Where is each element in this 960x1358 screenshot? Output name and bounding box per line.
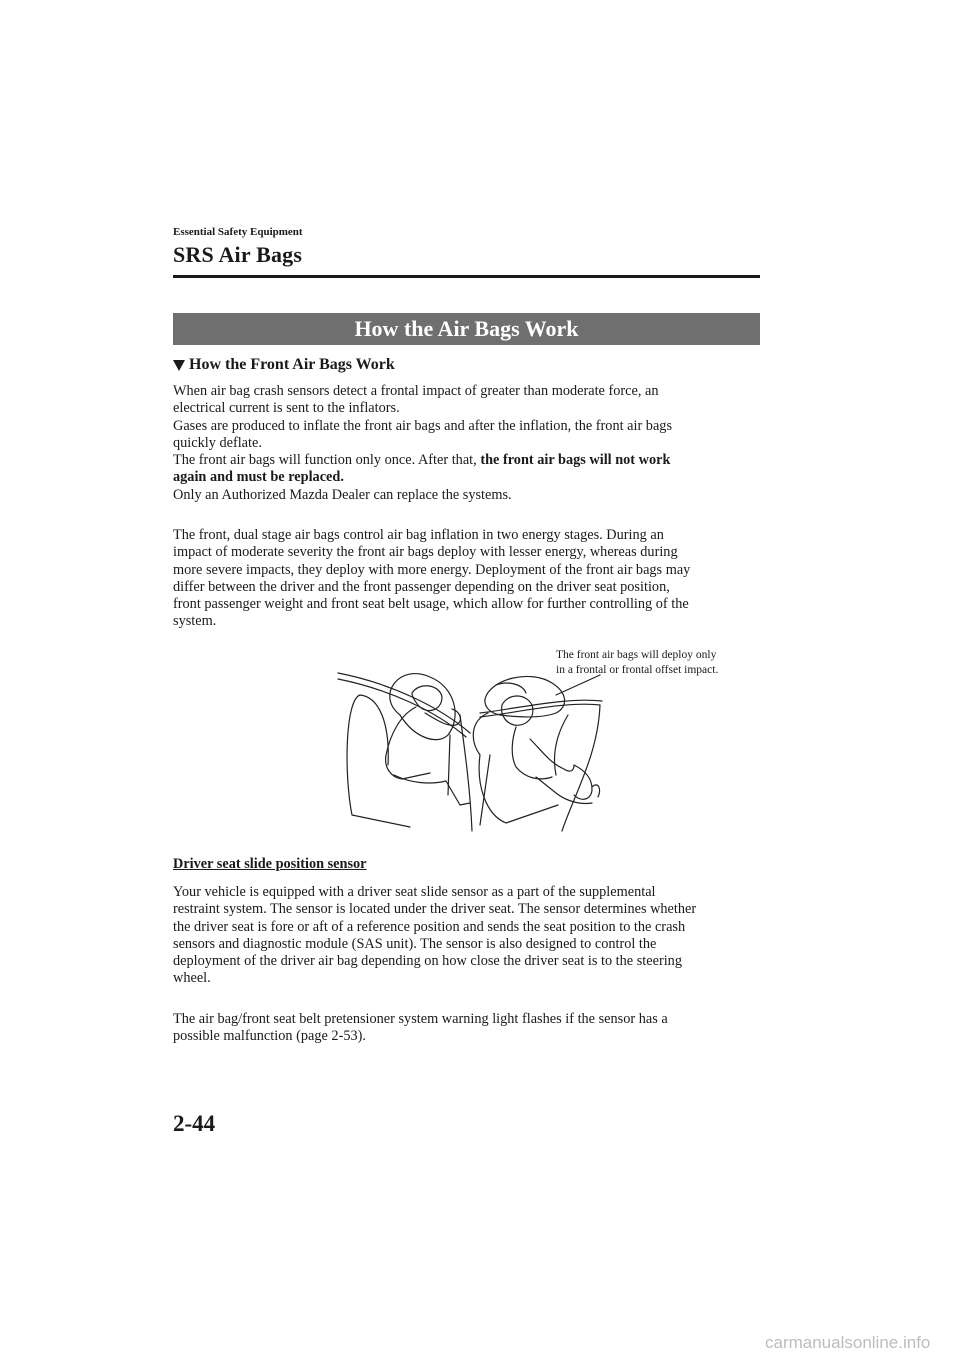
text-line: electrical current is sent to the inflators. bbox=[173, 400, 400, 417]
sensor-paragraph-2 bbox=[173, 1011, 763, 1046]
callout-line: The front air bags will deploy only bbox=[556, 649, 717, 661]
text-line: deployment of the driver air bag depending on how close the driver seat is to the steering bbox=[173, 953, 682, 970]
subsection-title: How the Front Air Bags Work bbox=[189, 356, 395, 373]
triangle-down-icon bbox=[173, 360, 185, 371]
watermark: carmanualsonline.info bbox=[765, 1333, 931, 1352]
title-rule bbox=[173, 275, 760, 278]
text-line: restraint system. The sensor is located under the driver seat. The sensor determines whether bbox=[173, 901, 697, 918]
text-line: system. bbox=[173, 613, 217, 630]
text-line: impact of moderate severity the front air bags deploy with lesser energy, whereas during bbox=[173, 544, 678, 561]
body-paragraph-1 bbox=[173, 383, 763, 504]
text-line: quickly deflate. bbox=[173, 434, 262, 451]
text-line: The air bag/front seat belt pretensioner system warning light flashes if the sensor has a bbox=[173, 1011, 668, 1027]
text-line: front passenger weight and front seat belt usage, which allow for further controlling of the bbox=[173, 596, 689, 613]
text-line: Gases are produced to inflate the front air bags and after the inflation, the front air bags bbox=[173, 417, 673, 434]
text-line: Your vehicle is equipped with a driver seat slide sensor as a part of the supplemental bbox=[173, 884, 656, 900]
callout-line: in a frontal or frontal offset impact. bbox=[556, 663, 719, 676]
text-line: When air bag crash sensors detect a frontal impact of greater than moderate force, an bbox=[173, 383, 659, 399]
text-line: possible malfunction (page 2-53). bbox=[173, 1028, 366, 1045]
text-line: Only an Authorized Mazda Dealer can replace the systems. bbox=[173, 486, 512, 503]
section-banner: How the Air Bags Work bbox=[173, 313, 760, 345]
sensor-heading: Driver seat slide position sensor bbox=[173, 856, 367, 872]
text-line bbox=[173, 452, 763, 469]
text-line: differ between the driver and the front passenger depending on the driver seat position, bbox=[173, 578, 670, 595]
body-paragraph-2 bbox=[173, 527, 763, 631]
sensor-paragraph-1 bbox=[173, 884, 763, 988]
bold-warning-text: the front air bags will not work bbox=[480, 452, 671, 469]
airbag-deployment-illustration bbox=[330, 655, 630, 835]
text-line: more severe impacts, they deploy with more energy. Deployment of the front air bags may bbox=[173, 561, 691, 578]
text-line: wheel. bbox=[173, 970, 211, 987]
section-label: Essential Safety Equipment bbox=[173, 226, 303, 238]
text-line: the driver seat is fore or aft of a reference position and sends the seat position to the crash bbox=[173, 918, 686, 935]
page-title: SRS Air Bags bbox=[173, 242, 303, 267]
text-span: The front air bags will function only once. After that, bbox=[173, 452, 481, 469]
page-number: 2-44 bbox=[173, 1111, 216, 1136]
text-line bbox=[173, 469, 763, 486]
text-line: The front, dual stage air bags control air bag inflation in two energy stages. During an bbox=[173, 527, 664, 543]
subsection-heading bbox=[173, 356, 395, 374]
text-line: sensors and diagnostic module (SAS unit). The sensor is also designed to control the bbox=[173, 935, 657, 952]
bold-warning-text: again and must be replaced. bbox=[173, 469, 344, 486]
